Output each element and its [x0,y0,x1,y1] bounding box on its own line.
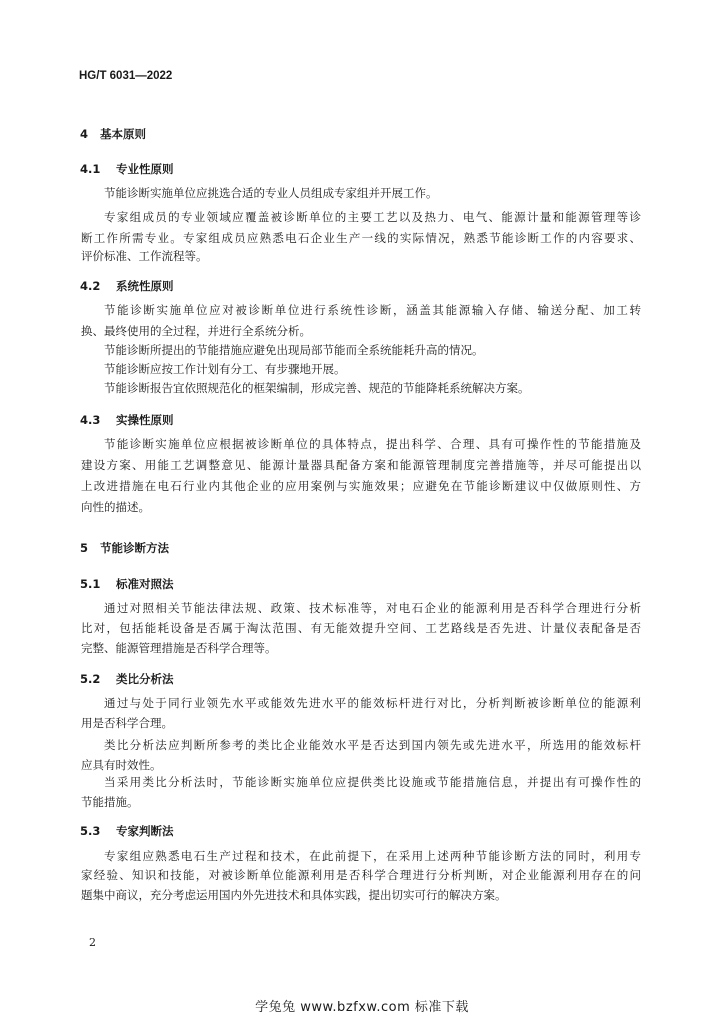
section-heading-4 [80,126,146,142]
paragraph-line: 评价标准、工作流程等。 [81,249,208,263]
paragraph-line: 应具有时效性。 [81,758,162,772]
paragraph-line: 节能措施。 [81,795,139,809]
paragraph-line: 节能诊断实施单位应对被诊断单位进行系统性诊断，涵盖其能源输入存储、输送分配、加工转 [104,303,641,317]
paragraph-line: 专家组应熟悉电石生产过程和技术，在此前提下，在采用上述两种节能诊断方法的同时，利用专 [104,849,641,863]
section-heading-5-3 [80,823,174,839]
section-number: 5.3 [80,824,101,838]
section-heading-4-3 [80,412,174,428]
section-number: 4.3 [80,413,101,427]
paragraph-line: 通过与处于同行业领先水平或能效先进水平的能效标杆进行对比，分析判断被诊断单位的能源利 [104,696,641,710]
section-heading-5-2 [80,671,174,687]
paragraph-line: 题集中商议，充分考虑运用国内外先进技术和具体实践，提出切实可行的解决方案。 [81,888,507,902]
section-title: 类比分析法 [116,672,174,686]
paragraph-line: 上改进措施在电石行业内其他企业的应用案例与实施效果；应避免在节能诊断建议中仅做原则性、方 [81,479,641,493]
section-number: 4.1 [80,162,101,176]
section-number: 5.1 [80,577,101,591]
standard-code: HG/T 6031—2022 [79,70,173,82]
section-title: 系统性原则 [116,279,174,293]
section-title: 标准对照法 [116,577,174,591]
section-title: 专业性原则 [116,162,174,176]
paragraph-line: 专家组成员的专业领域应覆盖被诊断单位的主要工艺以及热力、电气、能源计量和能源管理等诊 [104,210,641,224]
paragraph-line: 节能诊断报告宜依照规范化的框架编制，形成完善、规范的节能降耗系统解决方案。 [104,381,530,395]
paragraph-line: 比对，包括能耗设备是否属于淘汰范围、有无能效提升空间、工艺路线是否先进、计量仪表配备是否 [81,621,641,635]
paragraph-line: 建设方案、用能工艺调整意见、能源计量器具配备方案和能源管理制度完善措施等，并尽可能提出以 [81,458,641,472]
paragraph-line: 换、最终使用的全过程，并进行全系统分析。 [81,324,311,338]
page-number: 2 [89,936,96,949]
section-number: 5.2 [80,672,101,686]
section-title: 节能诊断方法 [100,541,169,555]
paragraph-line: 节能诊断应按工作计划有分工、有步骤地开展。 [104,362,346,376]
paragraph-line: 类比分析法应判断所参考的类比企业能效水平是否达到国内领先或先进水平，所选用的能效标杆 [104,738,641,752]
section-title: 实操性原则 [116,413,174,427]
paragraph-line: 完整、能源管理措施是否科学合理等。 [81,641,277,655]
paragraph-line: 节能诊断实施单位应挑选合适的专业人员组成专家组并开展工作。 [104,186,438,200]
section-number: 4 [80,127,89,141]
section-number: 5 [80,541,89,555]
paragraph-line: 断工作所需专业。专家组成员应熟悉电石企业生产一线的实际情况，熟悉节能诊断工作的内容要求、 [81,231,641,245]
paragraph-line: 用是否科学合理。 [81,716,173,730]
paragraph-line: 节能诊断所提出的节能措施应避免出现局部节能而全系统能耗升高的情况。 [104,343,484,357]
section-title: 基本原则 [100,127,146,141]
paragraph-line: 节能诊断实施单位应根据被诊断单位的具体特点，提出科学、合理、具有可操作性的节能措施及 [104,437,641,451]
paragraph-line: 当采用类比分析法时，节能诊断实施单位应提供类比设施或节能措施信息，并提出有可操作性的 [104,775,641,789]
section-title: 专家判断法 [116,824,174,838]
section-heading-4-2 [80,278,174,294]
section-heading-4-1 [80,161,174,177]
section-number: 4.2 [80,279,101,293]
footer-watermark[interactable]: 学兔兔 www.bzfxw.com 标准下载 [255,1000,469,1015]
section-heading-5-1 [80,576,174,592]
paragraph-line: 向性的描述。 [81,500,150,514]
paragraph-line: 家经验、知识和技能，对被诊断单位能源利用是否科学合理进行分析判断，对企业能源利用存在的问 [81,868,641,882]
paragraph-line: 通过对照相关节能法律法规、政策、技术标准等，对电石企业的能源利用是否科学合理进行分析 [104,601,641,615]
section-heading-5 [80,540,169,556]
